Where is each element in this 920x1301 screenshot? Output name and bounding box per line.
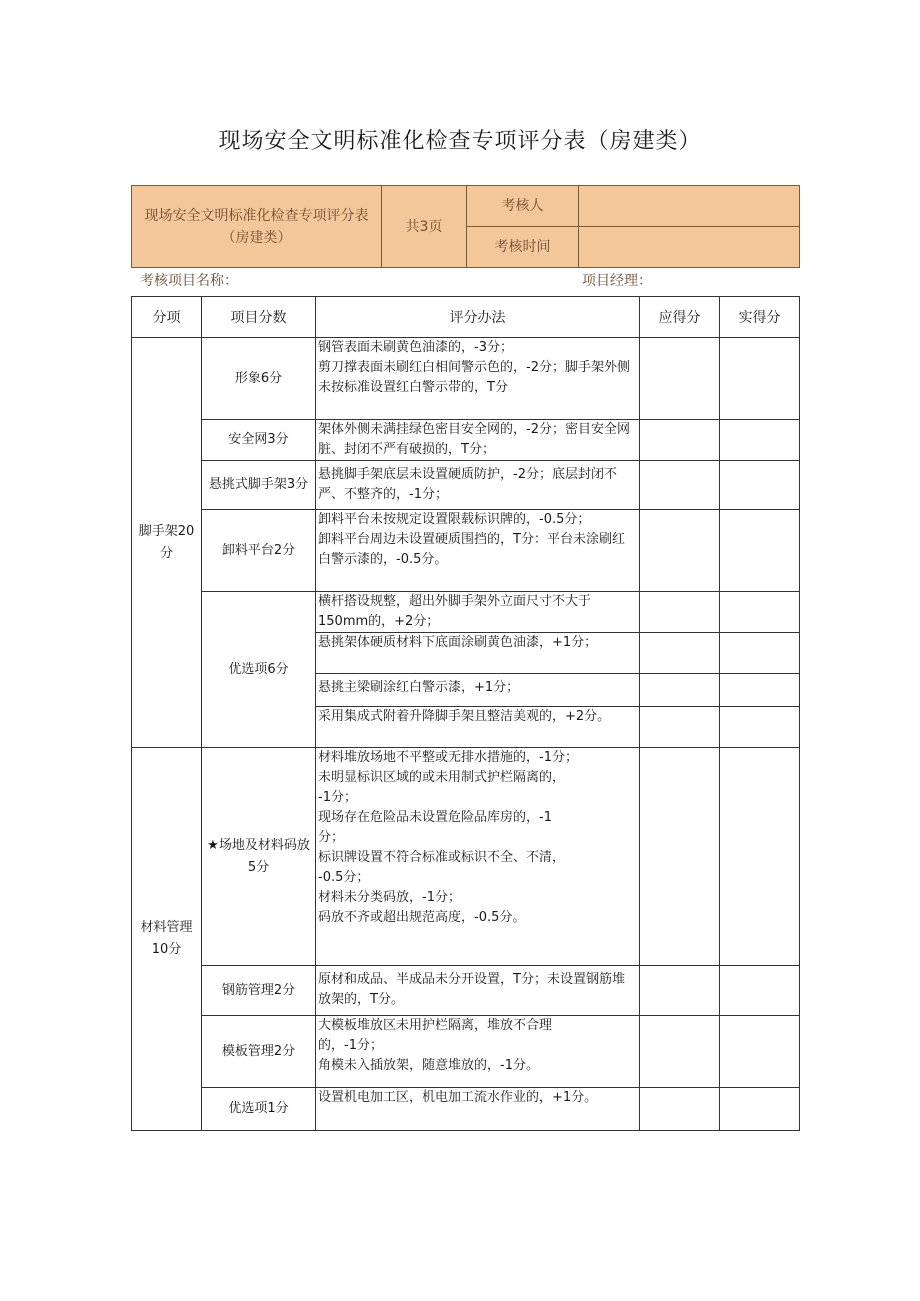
page-title: 现场安全文明标准化检查专项评分表（房建类）	[218, 129, 702, 154]
form-name-cell	[132, 186, 382, 268]
item-cell: 卸料平台2分	[202, 510, 316, 592]
method-cell: 钢管表面未刷黄色油漆的，-3分； 剪刀撑表面未刷红白相间警示色的，-2分；脚手架外侧未按标准设置红白警示带的，T分	[316, 338, 640, 420]
expected-score-cell[interactable]	[640, 461, 720, 510]
expected-score-cell[interactable]	[640, 1088, 720, 1131]
page-count: 共3页	[382, 186, 467, 268]
expected-score-cell[interactable]	[640, 707, 720, 748]
method-cell: 悬挑架体硬质材料下底面涂刷黄色油漆，+1分；	[316, 633, 640, 674]
item-cell: 悬挑式脚手架3分	[202, 461, 316, 510]
reviewer-field[interactable]	[579, 186, 800, 227]
actual-score-cell[interactable]	[720, 1016, 800, 1088]
method-cell: 架体外侧未满挂绿色密目安全网的，-2分；密目安全网脏、封闭不严有破损的，T分；	[316, 420, 640, 461]
method-cell: 悬挑主梁刷涂红白警示漆，+1分；	[316, 674, 640, 707]
actual-score-cell[interactable]	[720, 338, 800, 420]
expected-score-cell[interactable]	[640, 674, 720, 707]
form-name-line2: （房建类）	[221, 229, 292, 246]
method-cell: 原材和成品、半成品未分开设置，T分；未设置钢筋堆放架的，T分。	[316, 966, 640, 1016]
actual-score-cell[interactable]	[720, 461, 800, 510]
expected-score-cell[interactable]	[640, 338, 720, 420]
reviewer-label: 考核人	[467, 186, 579, 227]
review-time-field[interactable]	[579, 227, 800, 268]
review-time-label: 考核时间	[467, 227, 579, 268]
expected-score-cell[interactable]	[640, 748, 720, 966]
item-cell: 优选项6分	[202, 592, 316, 748]
method-cell: 悬挑脚手架底层未设置硬质防护，-2分；底层封闭不严、不整齐的，-1分；	[316, 461, 640, 510]
method-cell: 卸料平台未按规定设置限载标识牌的，-0.5分； 卸料平台周边未设置硬质围挡的，T分：平台未涂刷红白警示漆的，-0.5分。	[316, 510, 640, 592]
method-cell: 横杆搭设规整，超出外脚手架外立面尺寸不大于150mm的，+2分；	[316, 592, 640, 633]
expected-score-cell[interactable]	[640, 966, 720, 1016]
actual-score-cell[interactable]	[720, 633, 800, 674]
expected-score-cell[interactable]	[640, 592, 720, 633]
actual-score-cell[interactable]	[720, 966, 800, 1016]
actual-score-cell[interactable]	[720, 748, 800, 966]
item-cell: 模板管理2分	[202, 1016, 316, 1088]
item-cell: 优选项1分	[202, 1088, 316, 1131]
actual-score-cell[interactable]	[720, 707, 800, 748]
score-table	[131, 296, 800, 1131]
method-cell: 大模板堆放区未用护栏隔离，堆放不合理 的，-1分； 角模未入插放架，随意堆放的，-1分。	[316, 1016, 640, 1088]
section-cell: 脚手架20分	[132, 338, 202, 748]
expected-score-cell[interactable]	[640, 633, 720, 674]
item-cell: 形象6分	[202, 338, 316, 420]
expected-score-cell[interactable]	[640, 420, 720, 461]
expected-score-cell[interactable]	[640, 510, 720, 592]
method-cell: 材料堆放场地不平整或无排水措施的，-1分； 未明显标识区域的或未用制式护栏隔离的， -1分； 现场存在危险品未设置危险品库房的，-1 分； 标识牌设置不符合标准或标识不全、不清， -0.5分； 材料未分类码放，-1分； 码放不齐或超出规范高度，-0.5分。	[316, 748, 640, 966]
project-name-label: 考核项目名称：	[140, 273, 238, 289]
item-cell: 钢筋管理2分	[202, 966, 316, 1016]
method-cell: 采用集成式附着升降脚手架且整洁美观的，+2分。	[316, 707, 640, 748]
method-cell: 设置机电加工区，机电加工流水作业的，+1分。	[316, 1088, 640, 1131]
form-header	[131, 185, 800, 268]
column-header: 项目分数	[202, 297, 316, 338]
item-cell: 安全网3分	[202, 420, 316, 461]
project-manager-label: 项目经理：	[582, 273, 652, 289]
actual-score-cell[interactable]	[720, 510, 800, 592]
actual-score-cell[interactable]	[720, 674, 800, 707]
column-header: 实得分	[720, 297, 800, 338]
expected-score-cell[interactable]	[640, 1016, 720, 1088]
column-header: 应得分	[640, 297, 720, 338]
actual-score-cell[interactable]	[720, 1088, 800, 1131]
actual-score-cell[interactable]	[720, 420, 800, 461]
section-cell: 材料管理10分	[132, 748, 202, 1131]
item-cell: ★场地及材料码放5分	[202, 748, 316, 966]
actual-score-cell[interactable]	[720, 592, 800, 633]
form-name-line1: 现场安全文明标准化检查专项评分表	[144, 207, 369, 224]
column-header: 分项	[132, 297, 202, 338]
column-header: 评分办法	[316, 297, 640, 338]
